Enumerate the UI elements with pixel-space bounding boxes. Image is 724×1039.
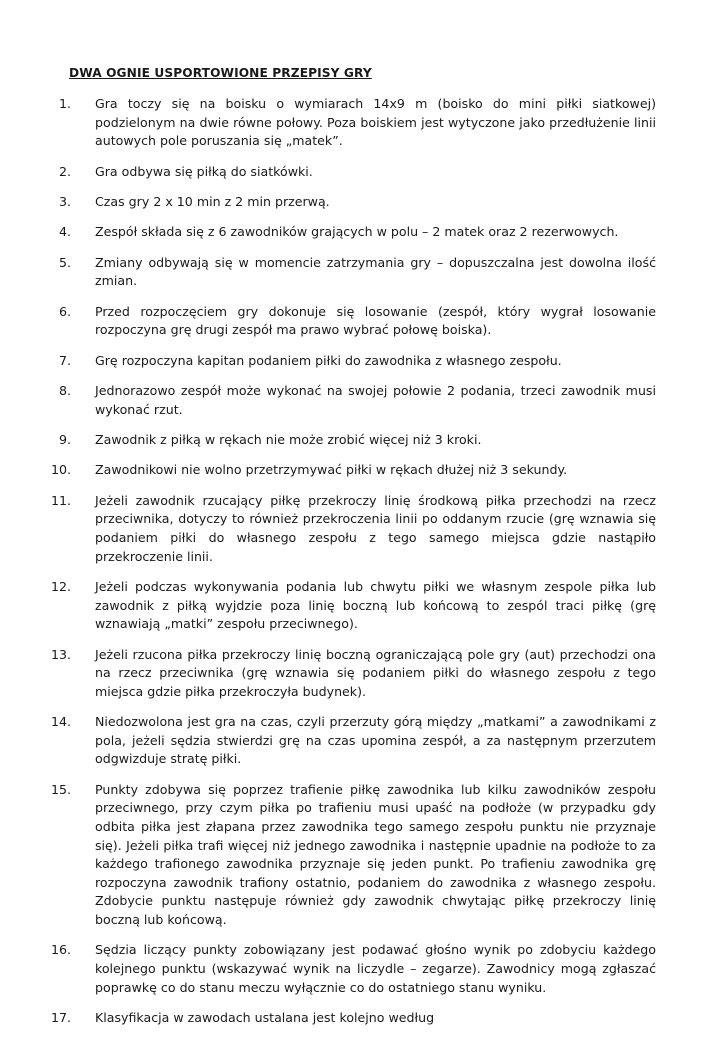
- rule-text: Przed rozpoczęciem gry dokonuje się losowanie (zespół, który wygrał losowanie rozpoczyna grę drugi zespół ma prawo wybrać połowę boiska).: [95, 303, 656, 338]
- rule-text: Jednorazowo zespół może wykonać na swojej połowie 2 podania, trzeci zawodnik musi wykonać rzut.: [95, 383, 656, 417]
- rule-number: 16.: [50, 942, 71, 958]
- rule-text: Zawodnik z piłką w rękach nie może zrobić więcej niż 3 kroki.: [95, 432, 482, 448]
- rule-item: [0, 1009, 724, 1028]
- rule-text: Grę rozpoczyna kapitan podaniem piłki do zawodnika z własnego zespołu.: [95, 352, 562, 368]
- rule-number: 7.: [58, 352, 71, 368]
- rule-number: 14.: [50, 714, 71, 730]
- rule-item: [0, 163, 724, 182]
- rule-item: [0, 95, 724, 151]
- rule-text: Zespół składa się z 6 zawodników grających w polu – 2 matek oraz 2 rezerwowych.: [95, 224, 619, 240]
- rule-number: 10.: [50, 462, 71, 478]
- rule-number: 3.: [58, 193, 71, 209]
- rule-text: Punkty zdobywa się poprzez trafienie piłkę zawodnika lub kilku zawodników zespołu przeciwnego, przy czym piłka po trafieniu musi upaść na podłoże (w przypadku gdy odbita piłka jest złapana przez zawodnika tego samego zespołu punktu nie przyznaje się). Jeżeli piłka trafi więcej niż jednego zawodnika i następnie upadnie na podłoże to za każdego trafionego zawodnika przyznaje się jeden punkt. Po trafieniu zawodnika grę rozpoczyna zawodnik trafiony ostatnio, podaniem do zawodnika z własnego zespołu. Zdobycie punktu następuje również gdy zawodnik chwytając piłkę przekroczy linię boczną lub końcową.: [95, 781, 656, 927]
- rule-item: [0, 461, 724, 480]
- rule-item: [0, 941, 724, 997]
- rule-text: Jeżeli zawodnik rzucający piłkę przekroczy linię środkową piłka przechodzi na rzecz przeciwnika, dotyczy to również przekroczenia linii po oddanym rzucie (grę wznawia się podaniem piłki do własnego zespołu z tego samego miejsca gdzie nastąpiło przekroczenie linii.: [95, 492, 656, 564]
- rule-number: 1.: [58, 96, 71, 111]
- rule-item: [0, 431, 724, 450]
- rule-text: Gra odbywa się piłką do siatkówki.: [95, 163, 313, 179]
- rule-number: 6.: [58, 303, 71, 319]
- rule-number: 13.: [50, 646, 71, 662]
- rule-item: [0, 254, 724, 291]
- rule-number: 2.: [58, 163, 71, 179]
- rule-item: [0, 193, 724, 212]
- rule-number: 12.: [50, 579, 71, 595]
- rule-text: Zawodnikowi nie wolno przetrzymywać piłki w rękach dłużej niż 3 sekundy.: [95, 462, 568, 478]
- rule-text: Sędzia liczący punkty zobowiązany jest podawać głośno wynik po zdobyciu każdego kolejnego punktu (wskazywać wynik na liczydle – zegarze). Zawodnicy mogą zgłaszać poprawkę co do stanu meczu wyłącznie co do ostatniego stanu wyniku.: [95, 942, 656, 995]
- rule-text: Klasyfikacja w zawodach ustalana jest kolejno według: [95, 1009, 435, 1025]
- rule-item: [0, 646, 724, 702]
- rule-item: [0, 713, 724, 769]
- rule-text: Jeżeli rzucona piłka przekroczy linię boczną ograniczającą pole gry (aut) przechodzi ona na rzecz przeciwnika (grę wznawia się podaniem piłki do własnego zespołu z tego miejsca gdzie piłka przekroczyła budynek).: [95, 646, 656, 699]
- rules-list: [0, 95, 724, 1039]
- rule-item: [0, 382, 724, 419]
- rule-text: Niedozwolona jest gra na czas, czyli przerzuty górą między „matkami” a zawodnikami z pola, jeżeli sędzia stwierdzi grę na czas upomina zespół, a za następnym przerzutem odgwizduje stratę piłki.: [95, 714, 656, 767]
- rule-number: 9.: [58, 432, 71, 448]
- rule-number: 15.: [50, 781, 71, 797]
- rule-number: 11.: [50, 492, 71, 508]
- rule-item: [0, 781, 724, 930]
- rule-number: 8.: [58, 383, 71, 399]
- rule-text: Gra toczy się na boisku o wymiarach 14x9 m (boisko do mini piłki siatkowej) podzielonym na dwie równe połowy. Poza boiskiem jest wytyczone jako przedłużenie linii autowych pole poruszania się „matek”.: [95, 96, 656, 149]
- rule-number: 17.: [50, 1009, 71, 1025]
- document-title: DWA OGNIE USPORTOWIONE PRZEPISY GRY: [69, 66, 372, 80]
- rule-number: 5.: [58, 254, 71, 270]
- rule-item: [0, 352, 724, 371]
- rule-item: [0, 303, 724, 340]
- rule-text: Czas gry 2 x 10 min z 2 min przerwą.: [95, 193, 330, 209]
- rule-text: Zmiany odbywają się w momencie zatrzymania gry – dopuszczalna jest dowolna ilość zmian.: [95, 254, 656, 289]
- rule-number: 4.: [58, 224, 71, 240]
- rule-item: [0, 223, 724, 242]
- rule-item: [0, 492, 724, 566]
- rule-text: Jeżeli podczas wykonywania podania lub chwytu piłki we własnym zespole piłka lub zawodnik z piłką wyjdzie poza linię boczną lub końcową to zespól traci piłkę (grę wznawiają „matki” zespołu przeciwnego).: [95, 579, 656, 632]
- rule-item: [0, 578, 724, 634]
